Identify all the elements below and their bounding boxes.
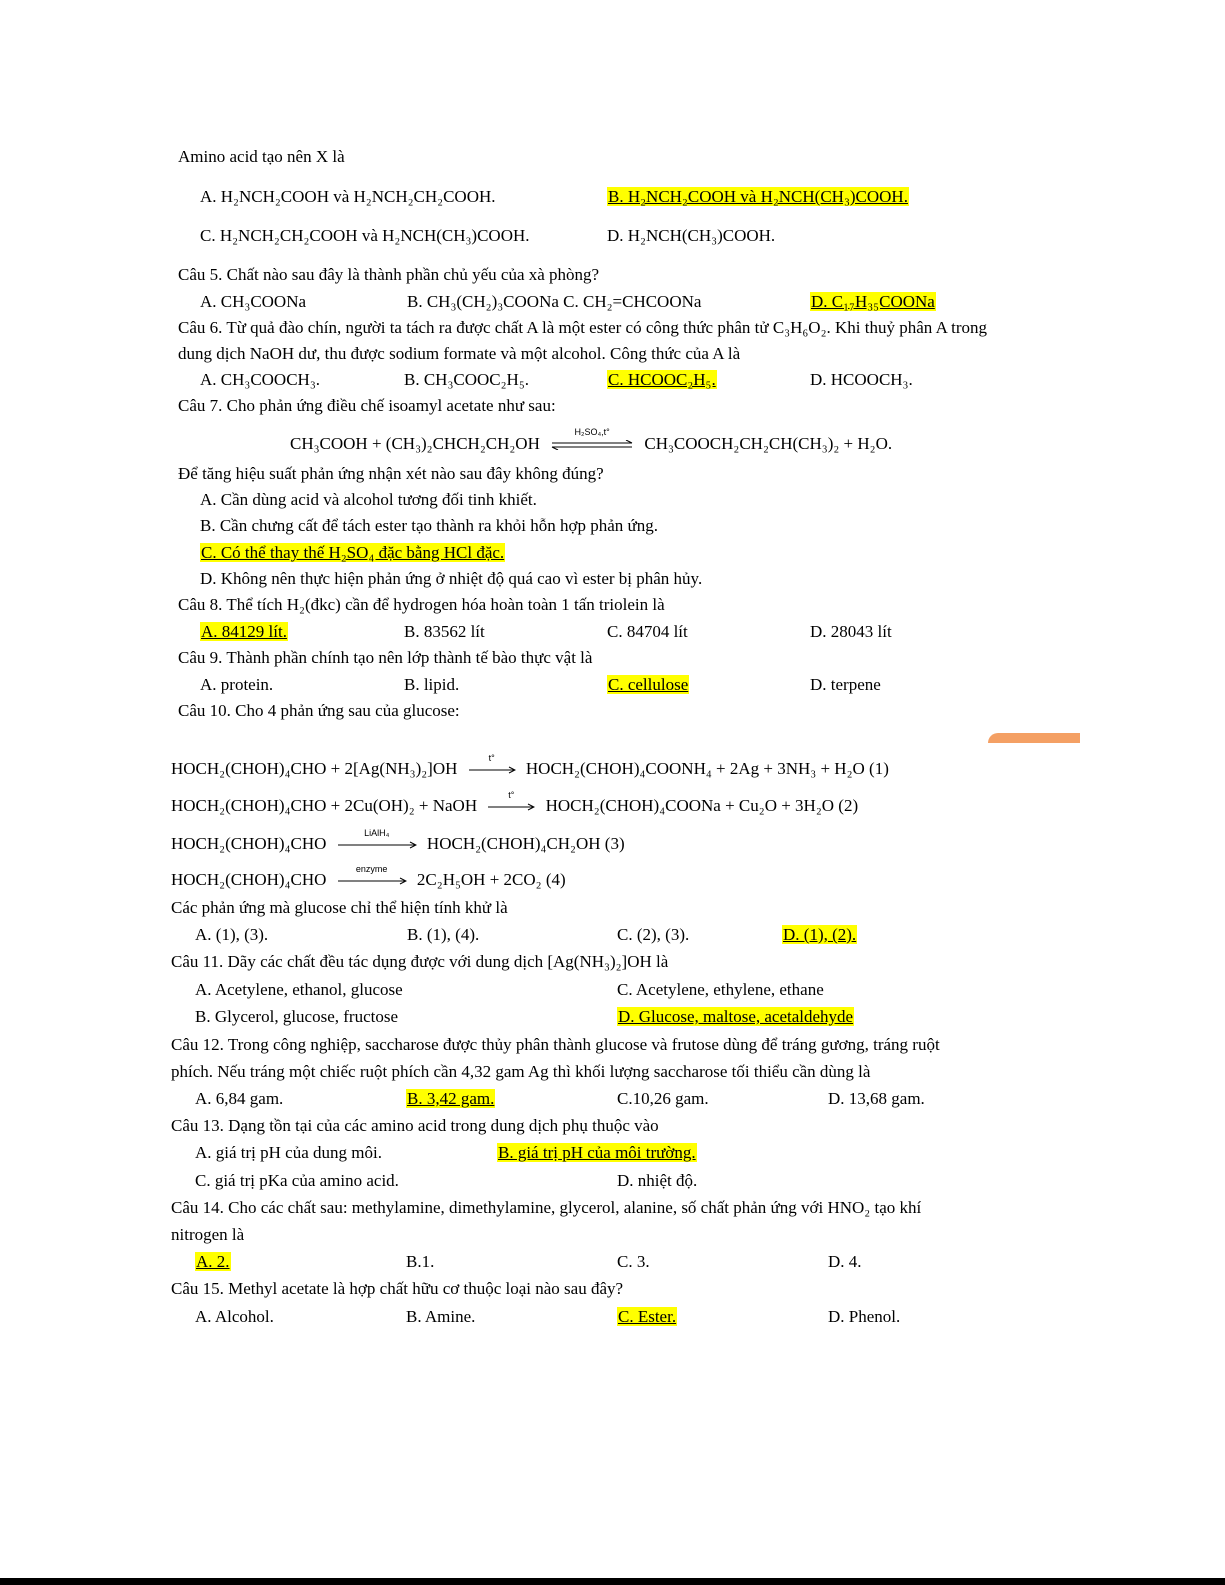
q10-r2-reactants: HOCH₂(CHOH)₄CHO + 2Cu(OH)₂ + NaOH [171, 796, 478, 815]
q14-option-a: A. 2. [196, 1252, 230, 1271]
q12-option-c: C.10,26 gam. [617, 1089, 709, 1108]
q7-option-a: A. Cần dùng acid và alcohol tương đối tinh khiết. [200, 490, 537, 509]
q10-reaction-3 [171, 828, 625, 855]
q12-stem-line2: phích. Nếu tráng một chiếc ruột phích cần 4,32 gam Ag thì khối lượng saccharose tối thiểu cần dùng là [171, 1062, 871, 1081]
q5-stem: Câu 5. Chất nào sau đây là thành phần chủ yếu của xà phòng? [178, 265, 600, 284]
q10-reaction-2 [171, 790, 859, 817]
q9-option-b: B. lipid. [404, 675, 460, 694]
q8-stem: Câu 8. Thể tích H₂(đkc) cần để hydrogen hóa hoàn toàn 1 tấn triolein là [178, 595, 665, 614]
q10-option-a: A. (1), (3). [195, 925, 269, 944]
q14-option-c: C. 3. [617, 1252, 650, 1271]
q10-option-d: D. (1), (2). [783, 925, 857, 944]
q8-option-d: D. 28043 lít [810, 622, 892, 641]
q4-intro: Amino acid tạo nên X là [178, 147, 345, 166]
q10-option-c: C. (2), (3). [617, 925, 690, 944]
q8-option-c: C. 84704 lít [607, 622, 688, 641]
q10-option-b: B. (1), (4). [407, 925, 480, 944]
q5-option-a: A. CH₃COONa [200, 292, 307, 311]
q10-r4-products: 2C₂H₅OH + 2CO₂ (4) [416, 870, 566, 889]
q4-option-d: D. H₂NCH(CH₃)COOH. [607, 226, 776, 245]
q14-option-d: D. 4. [828, 1252, 862, 1271]
q10-reaction-1 [171, 753, 889, 780]
q5-option-d: D. C₁₇H₃₅COONa [811, 292, 935, 311]
q10-r1-products: HOCH₂(CHOH)₄COONH₄ + 2Ag + 3NH₃ + H₂O (1) [525, 759, 889, 778]
q6-option-d: D. HCOOCH₃. [810, 370, 913, 389]
q11-stem: Câu 11. Dãy các chất đều tác dụng được với dung dịch [Ag(NH₃)₂]OH là [171, 952, 669, 971]
q15-option-d: D. Phenol. [828, 1307, 901, 1326]
q10-r2-products: HOCH₂(CHOH)₄COONa + Cu₂O + 3H₂O (2) [545, 796, 859, 815]
q7-option-d: D. Không nên thực hiện phản ứng ở nhiệt độ quá cao vì ester bị phân hủy. [200, 569, 703, 588]
q7-equation-products: CH₃COOCH₂CH₂CH(CH₃)₂ + H₂O. [644, 434, 893, 453]
q6-option-c: C. HCOOC₂H₅. [608, 370, 716, 389]
q13-option-d: D. nhiệt độ. [617, 1171, 698, 1190]
equilibrium-arrow-icon [550, 427, 634, 450]
q13-option-a: A. giá trị pH của dung môi. [195, 1143, 382, 1162]
q10-question: Các phản ứng mà glucose chỉ thể hiện tính khử là [171, 898, 508, 917]
q15-option-b: B. Amine. [406, 1307, 476, 1326]
q11-option-a: A. Acetylene, ethanol, glucose [195, 980, 403, 999]
q7-equation-reactants: CH₃COOH + (CH₃)₂CHCH₂CH₂OH [290, 434, 540, 453]
q4-option-b: B. H₂NCH₂COOH và H₂NCH(CH₃)COOH. [608, 187, 908, 206]
q10-r3-reactants: HOCH₂(CHOH)₄CHO [171, 834, 327, 853]
reaction-arrow-icon [337, 864, 407, 885]
q10-r1-reactants: HOCH₂(CHOH)₄CHO + 2[Ag(NH₃)₂]OH [171, 759, 458, 778]
q12-option-a: A. 6,84 gam. [195, 1089, 284, 1108]
bottom-border [0, 1578, 1225, 1585]
q7-stem: Câu 7. Cho phản ứng điều chế isoamyl acetate như sau: [178, 396, 556, 415]
q8-option-b: B. 83562 lít [404, 622, 485, 641]
q5-option-bc: B. CH₃(CH₂)₃COONa C. CH₂=CHCOONa [407, 292, 702, 311]
q6-stem-line1: Câu 6. Từ quả đào chín, người ta tách ra được chất A là một ester có công thức phân tử C₃H₆O₂. Khi thuỷ phân A trong [178, 318, 988, 337]
q11-option-c: C. Acetylene, ethylene, ethane [617, 980, 824, 999]
q10-r4-reactants: HOCH₂(CHOH)₄CHO [171, 870, 327, 889]
q7-option-c: C. Có thể thay thế H₂SO₄ đặc bằng HCl đặc. [201, 543, 505, 562]
q4-option-a: A. H₂NCH₂COOH và H₂NCH₂CH₂COOH. [200, 187, 496, 206]
q9-stem: Câu 9. Thành phần chính tạo nên lớp thành tế bào thực vật là [178, 648, 593, 667]
q6-stem-line2: dung dịch NaOH dư, thu được sodium formate và một alcohol. Công thức của A là [178, 344, 741, 363]
reaction-arrow-icon [468, 753, 516, 774]
floating-badge[interactable] [988, 733, 1080, 743]
q12-stem-line1: Câu 12. Trong công nghiệp, saccharose được thủy phân thành glucose và frutose dùng để tráng gương, tráng ruột [171, 1035, 940, 1054]
q14-stem-line2: nitrogen là [171, 1225, 245, 1244]
q6-option-a: A. CH₃COOCH₃. [200, 370, 321, 389]
q9-option-d: D. terpene [810, 675, 881, 694]
q7-condition: H₂SO₄,t° [574, 427, 610, 438]
reaction-arrow-icon [337, 828, 417, 849]
q7-option-b: B. Cần chưng cất để tách ester tạo thành ra khỏi hỗn hợp phản ứng. [200, 516, 658, 535]
q13-option-c: C. giá trị pKa của amino acid. [195, 1171, 399, 1190]
q14-option-b: B.1. [406, 1252, 435, 1271]
q10-r2-condition: t° [508, 790, 515, 801]
q4-option-c: C. H₂NCH₂CH₂COOH và H₂NCH(CH₃)COOH. [200, 226, 530, 245]
q7-question: Để tăng hiệu suất phản ứng nhận xét nào sau đây không đúng? [178, 464, 604, 483]
q10-r3-condition: LiAlH₄ [364, 828, 390, 839]
q9-option-c: C. cellulose [608, 675, 689, 694]
q10-stem: Câu 10. Cho 4 phản ứng sau của glucose: [178, 701, 460, 720]
q6-option-b: B. CH₃COOC₂H₅. [404, 370, 529, 389]
q13-option-b: B. giá trị pH của môi trường. [498, 1143, 696, 1162]
q11-option-b: B. Glycerol, glucose, fructose [195, 1007, 398, 1026]
q10-reaction-4 [171, 864, 566, 891]
q11-option-d: D. Glucose, maltose, acetaldehyde [618, 1007, 854, 1026]
q15-option-c: C. Ester. [618, 1307, 677, 1326]
q12-option-d: D. 13,68 gam. [828, 1089, 925, 1108]
q10-r1-condition: t° [488, 753, 495, 764]
q10-r4-condition: enzyme [355, 864, 388, 875]
q13-stem: Câu 13. Dạng tồn tại của các amino acid trong dung dịch phụ thuộc vào [171, 1116, 659, 1135]
q10-r3-products: HOCH₂(CHOH)₄CH₂OH (3) [426, 834, 625, 853]
q9-option-a: A. protein. [200, 675, 274, 694]
q15-option-a: A. Alcohol. [195, 1307, 274, 1326]
q12-option-b: B. 3,42 gam. [407, 1089, 495, 1108]
q8-option-a: A. 84129 lít. [201, 622, 287, 641]
q15-stem: Câu 15. Methyl acetate là hợp chất hữu cơ thuộc loại nào sau đây? [171, 1279, 624, 1298]
reaction-arrow-icon [487, 790, 535, 811]
q7-equation [290, 427, 893, 455]
q14-stem-line1: Câu 14. Cho các chất sau: methylamine, dimethylamine, glycerol, alanine, số chất phản ứng với HNO₂ tạo khí [171, 1198, 922, 1217]
